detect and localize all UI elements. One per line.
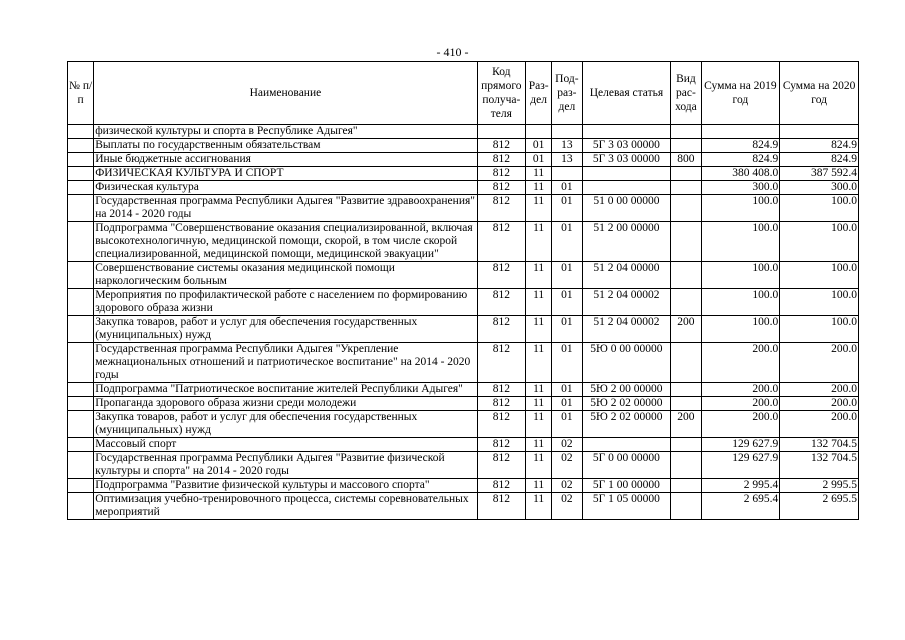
- cell-type: [671, 262, 701, 289]
- cell-sum2019: 100.0: [701, 222, 780, 262]
- cell-code: 812: [477, 438, 525, 452]
- cell-target: 51 2 04 00002: [582, 289, 671, 316]
- cell-num: [68, 181, 94, 195]
- cell-target: 51 2 04 00000: [582, 262, 671, 289]
- table-row: [68, 493, 859, 520]
- cell-target: 5Г 1 05 00000: [582, 493, 671, 520]
- cell-target: 5Ю 2 02 00000: [582, 411, 671, 438]
- cell-type: 200: [671, 316, 701, 343]
- header-code: Код прямого получа-теля: [477, 62, 525, 125]
- table-row: [68, 479, 859, 493]
- table-row: [68, 383, 859, 397]
- cell-section: 01: [526, 153, 552, 167]
- cell-sum2020: 387 592.4: [780, 167, 859, 181]
- cell-sum2019: 100.0: [701, 262, 780, 289]
- table-row: [68, 167, 859, 181]
- cell-name: Подпрограмма "Развитие физической культуры и массового спорта": [94, 479, 477, 493]
- cell-sum2020: 100.0: [780, 195, 859, 222]
- cell-name: ФИЗИЧЕСКАЯ КУЛЬТУРА И СПОРТ: [94, 167, 477, 181]
- table-row: [68, 139, 859, 153]
- cell-subsection: 01: [552, 289, 582, 316]
- cell-num: [68, 438, 94, 452]
- table-row: [68, 222, 859, 262]
- cell-sum2019: 824.9: [701, 153, 780, 167]
- cell-type: [671, 222, 701, 262]
- cell-type: [671, 452, 701, 479]
- cell-section: 11: [526, 195, 552, 222]
- cell-sum2020: 200.0: [780, 383, 859, 397]
- cell-section: 11: [526, 383, 552, 397]
- cell-sum2019: 200.0: [701, 383, 780, 397]
- cell-subsection: 02: [552, 493, 582, 520]
- cell-code: 812: [477, 195, 525, 222]
- cell-name: физической культуры и спорта в Республике Адыгея": [94, 125, 477, 139]
- cell-type: [671, 493, 701, 520]
- cell-name: Иные бюджетные ассигнования: [94, 153, 477, 167]
- cell-subsection: 02: [552, 452, 582, 479]
- cell-sum2019: 200.0: [701, 397, 780, 411]
- cell-subsection: 13: [552, 139, 582, 153]
- cell-sum2019: 2 995.4: [701, 479, 780, 493]
- cell-num: [68, 125, 94, 139]
- cell-sum2020: 100.0: [780, 222, 859, 262]
- cell-num: [68, 195, 94, 222]
- header-type: Вид рас-хода: [671, 62, 701, 125]
- cell-section: [526, 125, 552, 139]
- cell-section: 01: [526, 139, 552, 153]
- cell-sum2020: [780, 125, 859, 139]
- cell-code: 812: [477, 397, 525, 411]
- cell-sum2020: 824.9: [780, 153, 859, 167]
- cell-name: Оптимизация учебно-тренировочного процесса, системы соревновательных мероприятий: [94, 493, 477, 520]
- cell-name: Закупка товаров, работ и услуг для обеспечения государственных (муниципальных) нужд: [94, 411, 477, 438]
- table-row: [68, 316, 859, 343]
- cell-sum2019: 100.0: [701, 289, 780, 316]
- cell-code: 812: [477, 139, 525, 153]
- cell-num: [68, 493, 94, 520]
- cell-code: 812: [477, 289, 525, 316]
- cell-name: Совершенствование системы оказания медицинской помощи наркологическим больным: [94, 262, 477, 289]
- cell-type: [671, 383, 701, 397]
- cell-num: [68, 316, 94, 343]
- cell-num: [68, 262, 94, 289]
- cell-sum2019: [701, 125, 780, 139]
- cell-sum2019: 2 695.4: [701, 493, 780, 520]
- cell-subsection: 01: [552, 411, 582, 438]
- cell-code: 812: [477, 493, 525, 520]
- cell-target: [582, 125, 671, 139]
- cell-subsection: 01: [552, 222, 582, 262]
- cell-type: [671, 438, 701, 452]
- table-row: [68, 397, 859, 411]
- cell-target: 5Ю 0 00 00000: [582, 343, 671, 383]
- table-row: [68, 438, 859, 452]
- table-body: [68, 125, 859, 520]
- cell-sum2020: 200.0: [780, 397, 859, 411]
- cell-num: [68, 153, 94, 167]
- table-header: [68, 62, 859, 125]
- header-target: Целевая статья: [582, 62, 671, 125]
- table-row: [68, 343, 859, 383]
- budget-table: [67, 61, 859, 520]
- cell-code: 812: [477, 479, 525, 493]
- cell-code: 812: [477, 181, 525, 195]
- cell-type: [671, 181, 701, 195]
- cell-sum2020: 2 995.5: [780, 479, 859, 493]
- cell-target: 5Г 3 03 00000: [582, 139, 671, 153]
- cell-type: [671, 289, 701, 316]
- cell-type: [671, 167, 701, 181]
- cell-section: 11: [526, 397, 552, 411]
- cell-sum2020: 2 695.5: [780, 493, 859, 520]
- cell-name: Государственная программа Республики Адыгея "Развитие физической культуры и спорта" на 2014 - 2020 годы: [94, 452, 477, 479]
- cell-code: 812: [477, 167, 525, 181]
- cell-subsection: 01: [552, 316, 582, 343]
- cell-section: 11: [526, 289, 552, 316]
- cell-num: [68, 397, 94, 411]
- cell-type: [671, 125, 701, 139]
- cell-code: 812: [477, 452, 525, 479]
- cell-code: 812: [477, 222, 525, 262]
- cell-sum2020: 132 704.5: [780, 438, 859, 452]
- cell-num: [68, 411, 94, 438]
- cell-section: 11: [526, 411, 552, 438]
- cell-subsection: 01: [552, 181, 582, 195]
- cell-num: [68, 289, 94, 316]
- cell-type: 800: [671, 153, 701, 167]
- cell-sum2020: 100.0: [780, 289, 859, 316]
- cell-name: Государственная программа Республики Адыгея "Развитие здравоохранения" на 2014 - 2020 годы: [94, 195, 477, 222]
- table-row: [68, 411, 859, 438]
- cell-target: 5Ю 2 02 00000: [582, 397, 671, 411]
- table-row: [68, 153, 859, 167]
- cell-target: 51 2 04 00002: [582, 316, 671, 343]
- cell-sum2019: 200.0: [701, 411, 780, 438]
- cell-num: [68, 343, 94, 383]
- table-row: [68, 181, 859, 195]
- cell-code: 812: [477, 316, 525, 343]
- cell-sum2019: 380 408.0: [701, 167, 780, 181]
- cell-name: Государственная программа Республики Адыгея "Укрепление межнациональных отношений и патриотическое воспитание" на 2014 - 2020 годы: [94, 343, 477, 383]
- cell-section: 11: [526, 493, 552, 520]
- cell-code: 812: [477, 383, 525, 397]
- cell-name: Закупка товаров, работ и услуг для обеспечения государственных (муниципальных) нужд: [94, 316, 477, 343]
- cell-code: 812: [477, 153, 525, 167]
- cell-subsection: [552, 125, 582, 139]
- table-row: [68, 289, 859, 316]
- cell-type: [671, 195, 701, 222]
- cell-subsection: 01: [552, 343, 582, 383]
- cell-name: Подпрограмма "Совершенствование оказания специализированной, включая высокотехнологичную, медицинской помощи, скорой, в том числе скорой специализированной, медицинской помощи, медицинской эвакуации": [94, 222, 477, 262]
- cell-name: Массовый спорт: [94, 438, 477, 452]
- cell-sum2019: 300.0: [701, 181, 780, 195]
- cell-type: 200: [671, 411, 701, 438]
- cell-num: [68, 452, 94, 479]
- header-name: Наименование: [94, 62, 477, 125]
- cell-code: 812: [477, 411, 525, 438]
- cell-sum2019: 129 627.9: [701, 452, 780, 479]
- cell-sum2020: 200.0: [780, 411, 859, 438]
- cell-target: 5Ю 2 00 00000: [582, 383, 671, 397]
- cell-target: 5Г 3 03 00000: [582, 153, 671, 167]
- cell-sum2020: 132 704.5: [780, 452, 859, 479]
- cell-subsection: 02: [552, 438, 582, 452]
- cell-section: 11: [526, 222, 552, 262]
- cell-type: [671, 397, 701, 411]
- cell-subsection: [552, 167, 582, 181]
- cell-section: 11: [526, 438, 552, 452]
- cell-sum2020: 100.0: [780, 316, 859, 343]
- cell-target: [582, 181, 671, 195]
- cell-section: 11: [526, 167, 552, 181]
- cell-subsection: 01: [552, 262, 582, 289]
- cell-section: 11: [526, 316, 552, 343]
- cell-num: [68, 167, 94, 181]
- header-sum2019: Сумма на 2019 год: [701, 62, 780, 125]
- cell-sum2020: 824.9: [780, 139, 859, 153]
- cell-name: Пропаганда здорового образа жизни среди молодежи: [94, 397, 477, 411]
- cell-code: [477, 125, 525, 139]
- header-subsection: Под-раз-дел: [552, 62, 582, 125]
- header-sum2020: Сумма на 2020 год: [780, 62, 859, 125]
- cell-section: 11: [526, 181, 552, 195]
- cell-name: Выплаты по государственным обязательствам: [94, 139, 477, 153]
- cell-code: 812: [477, 343, 525, 383]
- table-row: [68, 262, 859, 289]
- cell-num: [68, 383, 94, 397]
- cell-section: 11: [526, 262, 552, 289]
- cell-type: [671, 479, 701, 493]
- cell-subsection: 01: [552, 195, 582, 222]
- page-number: - 410 -: [436, 45, 469, 59]
- cell-num: [68, 139, 94, 153]
- table-row: [68, 195, 859, 222]
- cell-subsection: 02: [552, 479, 582, 493]
- cell-sum2019: 200.0: [701, 343, 780, 383]
- cell-section: 11: [526, 343, 552, 383]
- cell-type: [671, 343, 701, 383]
- table-row: [68, 452, 859, 479]
- cell-target: 51 0 00 00000: [582, 195, 671, 222]
- cell-type: [671, 139, 701, 153]
- cell-target: [582, 167, 671, 181]
- cell-target: [582, 438, 671, 452]
- header-section: Раз-дел: [526, 62, 552, 125]
- cell-sum2020: 300.0: [780, 181, 859, 195]
- cell-section: 11: [526, 479, 552, 493]
- cell-name: Мероприятия по профилактической работе с населением по формированию здорового образа жизни: [94, 289, 477, 316]
- cell-sum2019: 129 627.9: [701, 438, 780, 452]
- header-num: № п/п: [68, 62, 94, 125]
- table-row: [68, 125, 859, 139]
- cell-sum2020: 100.0: [780, 262, 859, 289]
- cell-section: 11: [526, 452, 552, 479]
- cell-target: 51 2 00 00000: [582, 222, 671, 262]
- cell-subsection: 01: [552, 383, 582, 397]
- cell-target: 5Г 1 00 00000: [582, 479, 671, 493]
- cell-sum2019: 100.0: [701, 195, 780, 222]
- cell-name: Подпрограмма "Патриотическое воспитание жителей Республики Адыгея": [94, 383, 477, 397]
- cell-subsection: 01: [552, 397, 582, 411]
- cell-sum2019: 100.0: [701, 316, 780, 343]
- cell-sum2020: 200.0: [780, 343, 859, 383]
- cell-num: [68, 479, 94, 493]
- cell-subsection: 13: [552, 153, 582, 167]
- cell-num: [68, 222, 94, 262]
- cell-code: 812: [477, 262, 525, 289]
- cell-target: 5Г 0 00 00000: [582, 452, 671, 479]
- cell-sum2019: 824.9: [701, 139, 780, 153]
- cell-name: Физическая культура: [94, 181, 477, 195]
